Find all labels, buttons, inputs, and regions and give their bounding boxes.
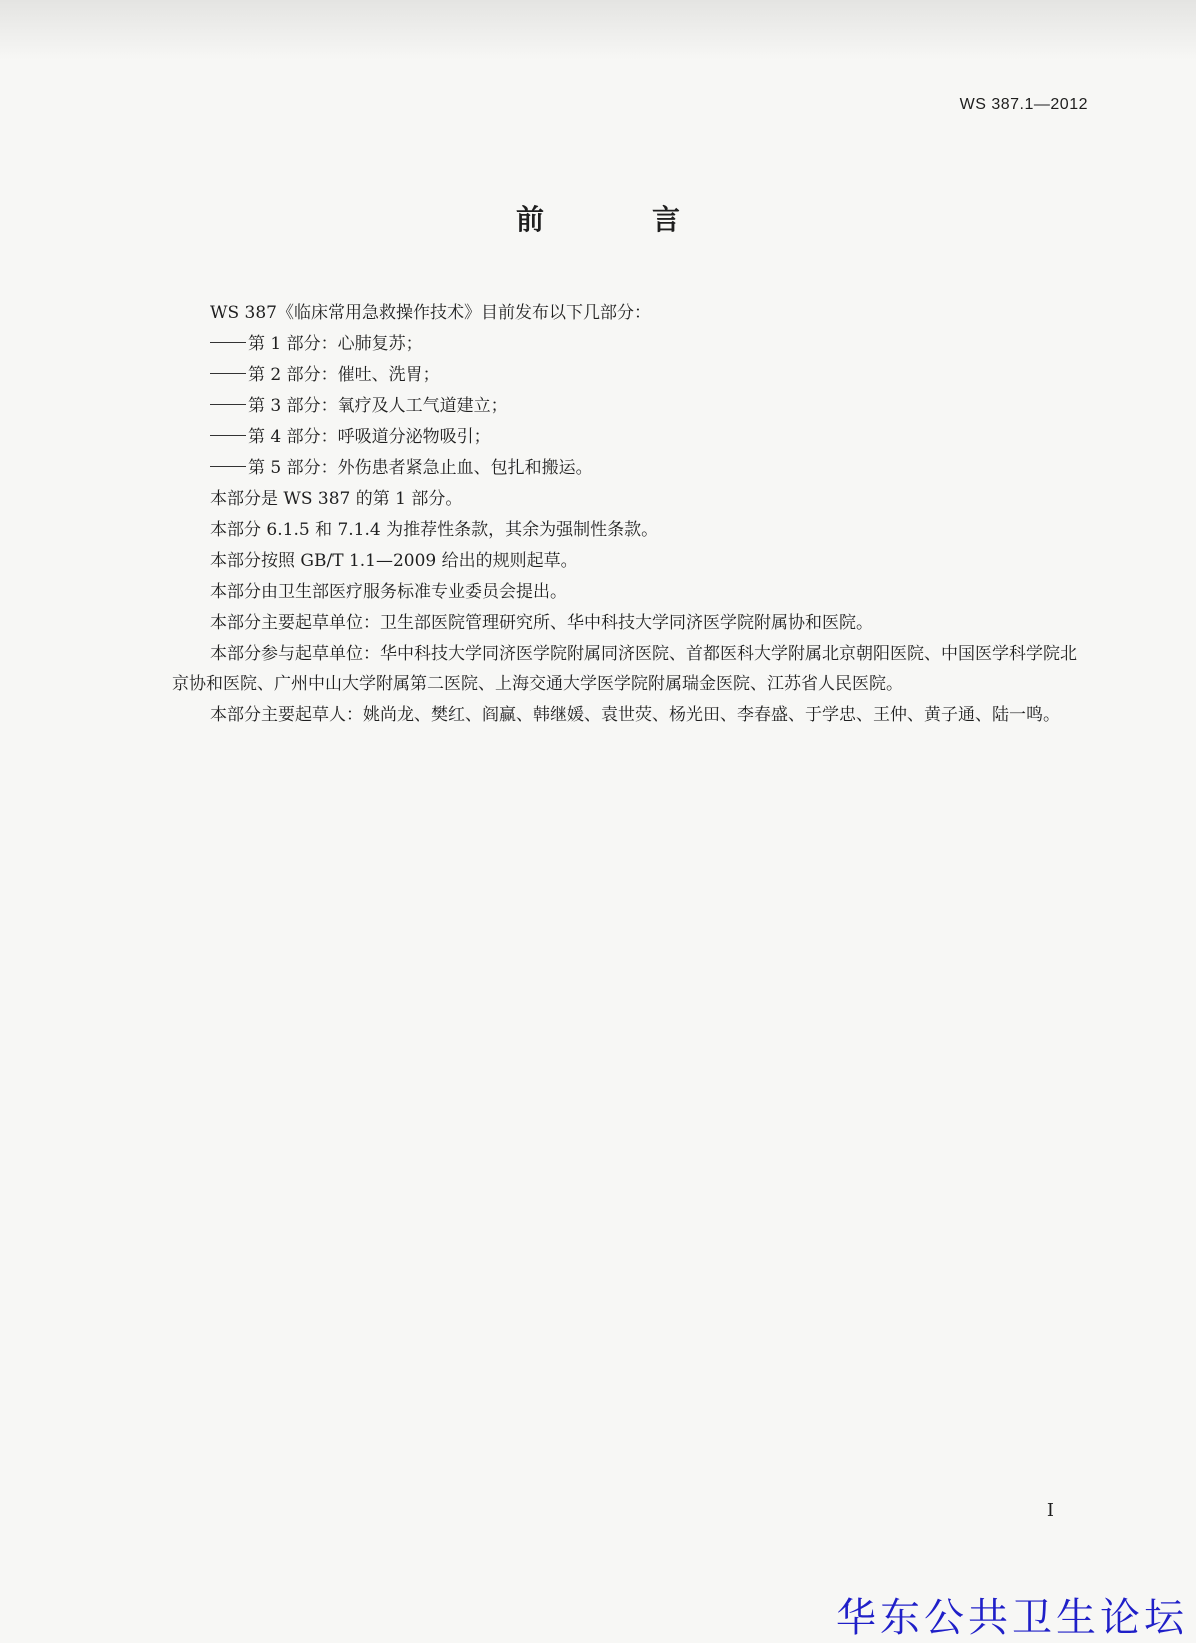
- list-item: [172, 360, 1090, 390]
- participants-paragraph: 本部分参与起草单位：华中科技大学同济医学院附属同济医院、首都医科大学附属北京朝阳医院、中国医学科学院北京协和医院、广州中山大学附属第二医院、上海交通大学医学院附属瑞金医院、江苏省人民医院。: [172, 644, 1077, 694]
- dash-mark: [210, 342, 246, 343]
- this-part-paragraph: 本部分是 WS 387 的第 1 部分。: [210, 489, 463, 509]
- list-item-text: 第 5 部分：外伤患者紧急止血、包扎和搬运。: [248, 458, 593, 478]
- list-item: [172, 329, 1090, 359]
- list-item-text: 第 3 部分：氧疗及人工气道建立；: [248, 396, 508, 416]
- clauses-paragraph: 本部分 6.1.5 和 7.1.4 为推荐性条款，其余为强制性条款。: [210, 520, 659, 540]
- standard-number: WS 387.1—2012: [959, 96, 1088, 113]
- intro-paragraph: WS 387《临床常用急救操作技术》目前发布以下几部分：: [210, 303, 651, 323]
- list-item-text: 第 1 部分：心肺复苏；: [248, 334, 423, 354]
- list-item: [172, 453, 1090, 483]
- dash-mark: [210, 466, 246, 467]
- list-item: [172, 391, 1090, 421]
- dash-mark: [210, 373, 246, 374]
- foreword-body: [172, 298, 1090, 731]
- main-units-paragraph: 本部分主要起草单位：卫生部医院管理研究所、华中科技大学同济医学院附属协和医院。: [210, 613, 873, 633]
- dash-mark: [210, 435, 246, 436]
- proposed-paragraph: 本部分由卫生部医疗服务标准专业委员会提出。: [210, 582, 567, 602]
- page-number: I: [1046, 1500, 1054, 1521]
- dash-mark: [210, 404, 246, 405]
- list-item: [172, 422, 1090, 452]
- list-item-text: 第 4 部分：呼吸道分泌物吸引；: [248, 427, 491, 447]
- drafters-paragraph: 本部分主要起草人：姚尚龙、樊红、阎赢、韩继媛、袁世荧、杨光田、李春盛、于学忠、王仲、黄子通、陆一鸣。: [210, 705, 1060, 725]
- page-title: 前 言: [515, 203, 720, 236]
- rules-paragraph: 本部分按照 GB/T 1.1—2009 给出的规则起草。: [210, 551, 578, 571]
- list-item-text: 第 2 部分：催吐、洗胃；: [248, 365, 440, 385]
- scan-shadow: [0, 0, 1196, 60]
- forum-watermark: 华东公共卫生论坛: [836, 1595, 1188, 1641]
